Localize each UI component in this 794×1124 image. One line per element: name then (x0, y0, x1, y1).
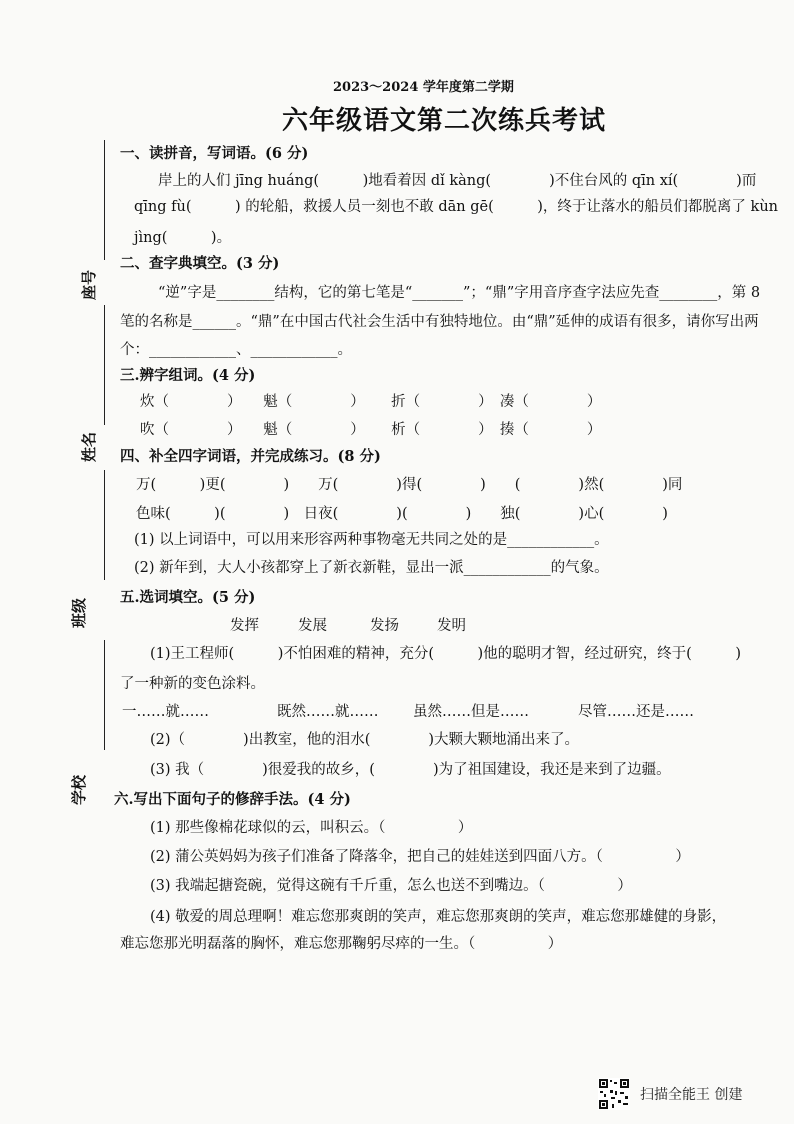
q6-item3: (3) 我端起搪瓷碗，觉得这碗有千斤重，怎么也送不到嘴边。（ ） (150, 878, 632, 894)
q5-conj-2: 既然……就…… (277, 704, 379, 720)
q5-word-2: 发展 (298, 618, 327, 634)
scanner-watermark: 扫描全能王 创建 (640, 1087, 743, 1103)
q2-heading: 二、查字典填空。(3 分) (120, 255, 280, 272)
q5-item1a: (1)王工程师( )不怕困难的精神，充分( )他的聪明才智，经过研究，终于( ) (150, 646, 741, 662)
seat-label: 座号 (80, 269, 98, 300)
q2-line1: “逆”字是________结构，它的第七笔是“_______”；“鼎”字用音序查字法应先查________，第 8 (158, 285, 761, 301)
binding-line-upper2 (104, 305, 105, 425)
q6-item4b: 难忘您那光明磊落的胸怀，难忘您那鞠躬尽瘁的一生。（ ） (120, 936, 563, 952)
binding-line-upper (104, 140, 105, 260)
q5-conj-4: 尽管……还是…… (578, 704, 694, 720)
q4-row2: 色味( )( ) 日夜( )( ) 独( )心( ) (136, 506, 668, 522)
q6-item4a: (4) 敬爱的周总理啊！难忘您那爽朗的笑声，难忘您那爽朗的笑声，难忘您那雄健的身影， (150, 909, 727, 925)
binding-line-lower (104, 640, 105, 750)
class-label: 班级 (70, 597, 88, 628)
q5-item2: (2)（ )出教室，他的泪水( )大颗大颗地涌出来了。 (150, 732, 580, 748)
q3-row1: 炊（ ） 魁（ ） 折（ ） 凑（ ） (140, 394, 602, 410)
q5-item3: (3) 我（ )很爱我的故乡，( )为了祖国建设，我还是来到了边疆。 (150, 762, 671, 778)
exam-title: 六年级语文第二次练兵考试 (282, 106, 607, 136)
q1-heading: 一、读拼音，写词语。(6 分) (120, 145, 309, 162)
q3-row2: 吹（ ） 魁（ ） 析（ ） 揍（ ） (140, 422, 602, 438)
q1-line1: 岸上的人们 jīng huáng( )地看着因 dǐ kàng( )不住台风的 qīn xí( )而 (158, 173, 757, 189)
q4-item1: (1) 以上词语中，可以用来形容两种事物毫无共同之处的是____________。 (134, 532, 609, 548)
q4-row1: 万( )更( ) 万( )得( ) ( )然( )同 (136, 477, 683, 493)
q5-word-4: 发明 (437, 618, 466, 634)
school-label: 学校 (70, 774, 88, 805)
qr-code-icon (598, 1078, 630, 1110)
q2-line3: 个：____________、____________。 (120, 342, 352, 358)
q5-conj-3: 虽然……但是…… (413, 704, 529, 720)
q4-heading: 四、补全四字词语，并完成练习。(8 分) (120, 448, 381, 465)
q5-item1b: 了一种新的变色涂料。 (120, 676, 265, 692)
q6-heading: 六.写出下面句子的修辞手法。(4 分) (114, 791, 351, 808)
q1-line2: qīng fù( ) 的轮船，救援人员一刻也不敢 dān gē( )，终于让落水的船员们都脱离了 kùn (134, 199, 779, 215)
exam-subtitle: 2023～2024 学年度第二学期 (333, 80, 514, 95)
q3-heading: 三.辨字组词。(4 分) (120, 367, 256, 384)
binding-line-mid (104, 470, 105, 580)
q6-item1: (1) 那些像棉花球似的云，叫积云。（ ） (150, 820, 473, 836)
q5-heading: 五.选词填空。(5 分) (120, 589, 256, 606)
q5-word-3: 发扬 (370, 618, 399, 634)
name-label: 姓名 (80, 431, 98, 462)
q1-line3: jìng( )。 (134, 230, 232, 246)
q5-conj-1: 一……就…… (122, 704, 209, 720)
q6-item2: (2) 蒲公英妈妈为孩子们准备了降落伞，把自己的娃娃送到四面八方。（ ） (150, 849, 690, 865)
q4-item2: (2) 新年到，大人小孩都穿上了新衣新鞋，显出一派____________的气象。 (134, 560, 609, 576)
q5-word-1: 发挥 (230, 618, 259, 634)
q2-line2: 笔的名称是______。“鼎”在中国古代社会生活中有独特地位。由“鼎”延伸的成语有很多，请你写出两 (120, 314, 759, 330)
